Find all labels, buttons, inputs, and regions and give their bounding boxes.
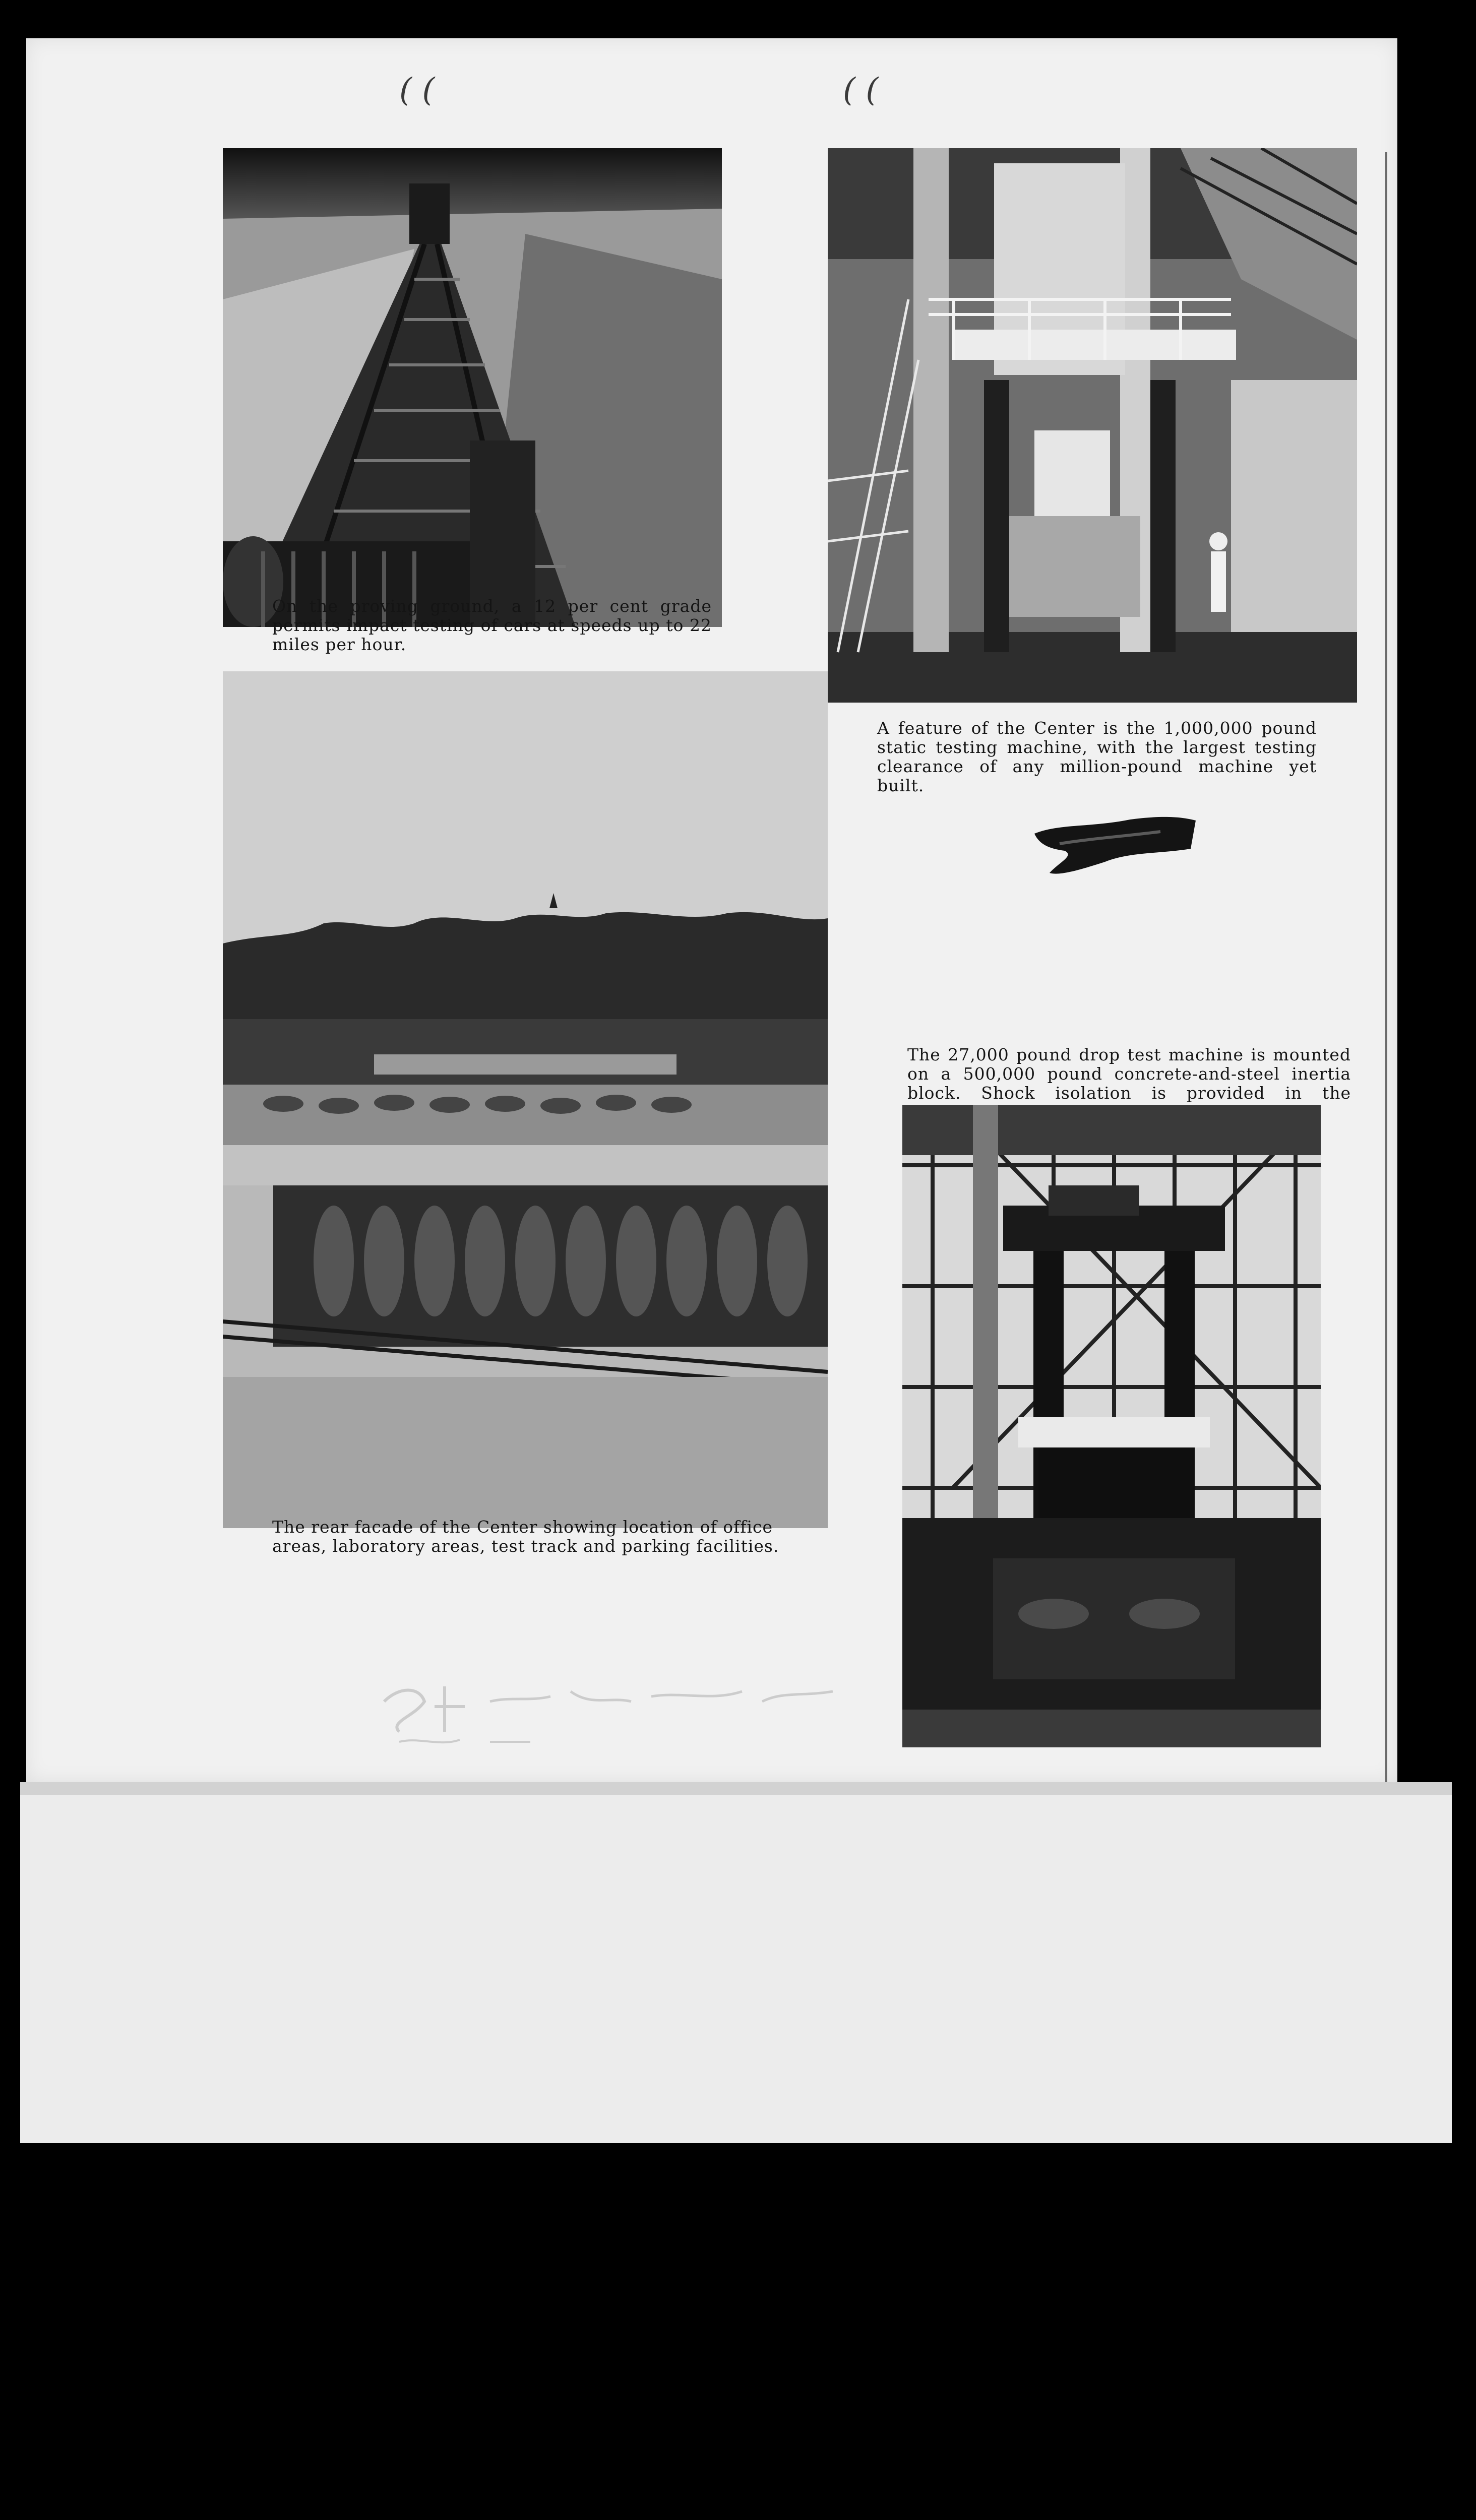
photo-static-testing-machine xyxy=(828,148,1357,703)
photo-rear-facade xyxy=(223,671,828,1528)
photo-drop-test-machine xyxy=(902,1105,1321,1747)
paste-edge-line xyxy=(1385,152,1387,1785)
lower-sheet xyxy=(20,1782,1452,2143)
caption-rear-facade: The rear facade of the Center showing location of office areas, laboratory areas, test track and parking facilities. xyxy=(272,1517,779,1556)
ink-smudge xyxy=(1029,813,1201,879)
document-page xyxy=(26,38,1397,1782)
page-mark-left: ( ( xyxy=(399,72,435,109)
caption-static-machine: A feature of the Center is the 1,000,000 pound static testing machine, with the largest testing clearance of any million-pound machine yet built. xyxy=(877,718,1317,795)
caption-drop-test: The 27,000 pound drop test machine is mounted on a 500,000 pound concrete-and-steel inertia block. Shock isolation is provided in the xyxy=(907,1045,1351,1103)
faint-pencil-annotation xyxy=(379,1671,843,1752)
caption-proving-ground: On the proving ground, a 12 per cent grade permits impact testing of cars at speeds up to 22 miles per hour. xyxy=(272,596,712,654)
photo-proving-ground-track xyxy=(223,148,722,627)
page-mark-right: ( ( xyxy=(843,72,879,109)
